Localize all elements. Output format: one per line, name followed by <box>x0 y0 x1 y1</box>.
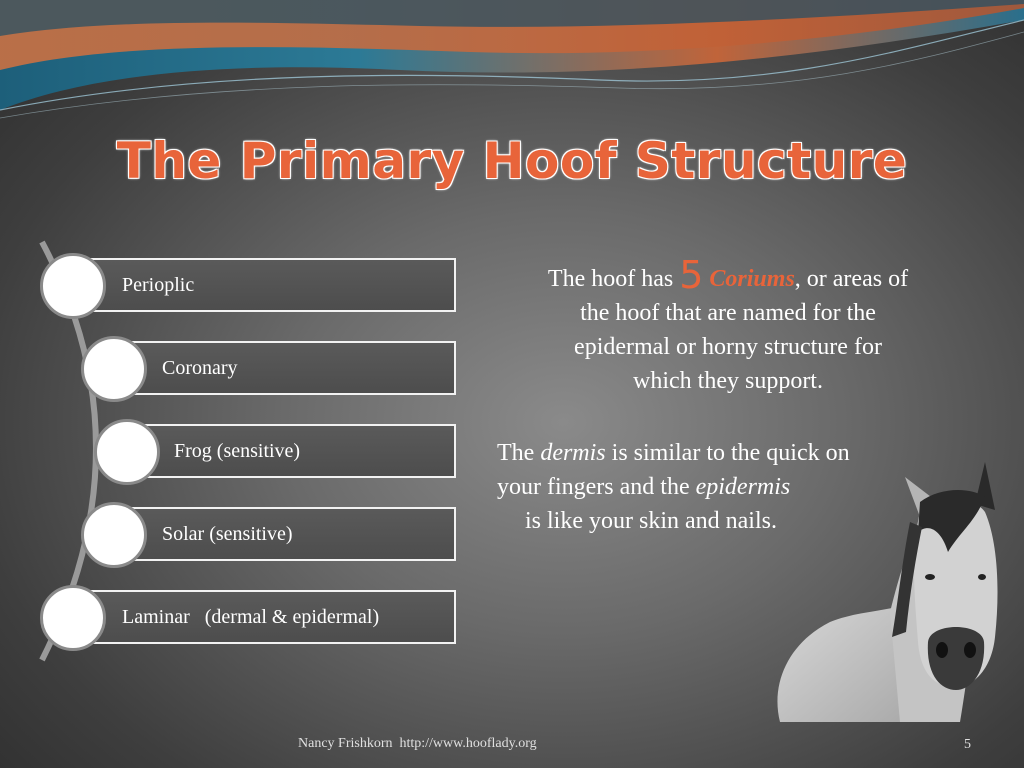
list-item-perioplic <box>72 258 456 312</box>
list-bullet-circle <box>40 253 106 319</box>
list-bullet-circle <box>81 502 147 568</box>
list-item-label: Laminar (dermal & epidermal) <box>122 605 380 628</box>
list-bullet-circle <box>94 419 160 485</box>
header-wave-decoration <box>0 0 1024 130</box>
list-bullet-circle <box>81 336 147 402</box>
list-item-label: Coronary <box>162 356 238 379</box>
list-item-coronary <box>114 341 456 395</box>
dermis-term: dermis <box>540 440 606 466</box>
horse-photo <box>770 462 1010 727</box>
list-item-solar <box>114 507 456 561</box>
slide-title: The Primary Hoof Structure <box>116 132 908 190</box>
list-item-label: Solar (sensitive) <box>162 522 293 545</box>
list-item-label: Perioplic <box>122 273 195 296</box>
list-bullet-circle <box>40 585 106 651</box>
epidermis-term: epidermis <box>695 474 791 500</box>
coriums-term: Coriums <box>709 266 795 292</box>
coriums-paragraph: The hoof has 5 Coriums, or areas of the hoof that are named for the epidermal or horny structure for which they support. <box>547 253 909 394</box>
corium-count: 5 <box>679 253 704 297</box>
dermis-paragraph: The dermis is similar to the quick on your fingers and the epidermis is like your skin and nails. <box>497 440 850 534</box>
list-item-laminar <box>72 590 456 644</box>
footer-credit: Nancy Frishkorn http://www.hooflady.org <box>298 736 537 751</box>
list-item-label: Frog (sensitive) <box>174 439 301 462</box>
page-number: 5 <box>964 737 971 752</box>
list-item-frog <box>126 424 456 478</box>
